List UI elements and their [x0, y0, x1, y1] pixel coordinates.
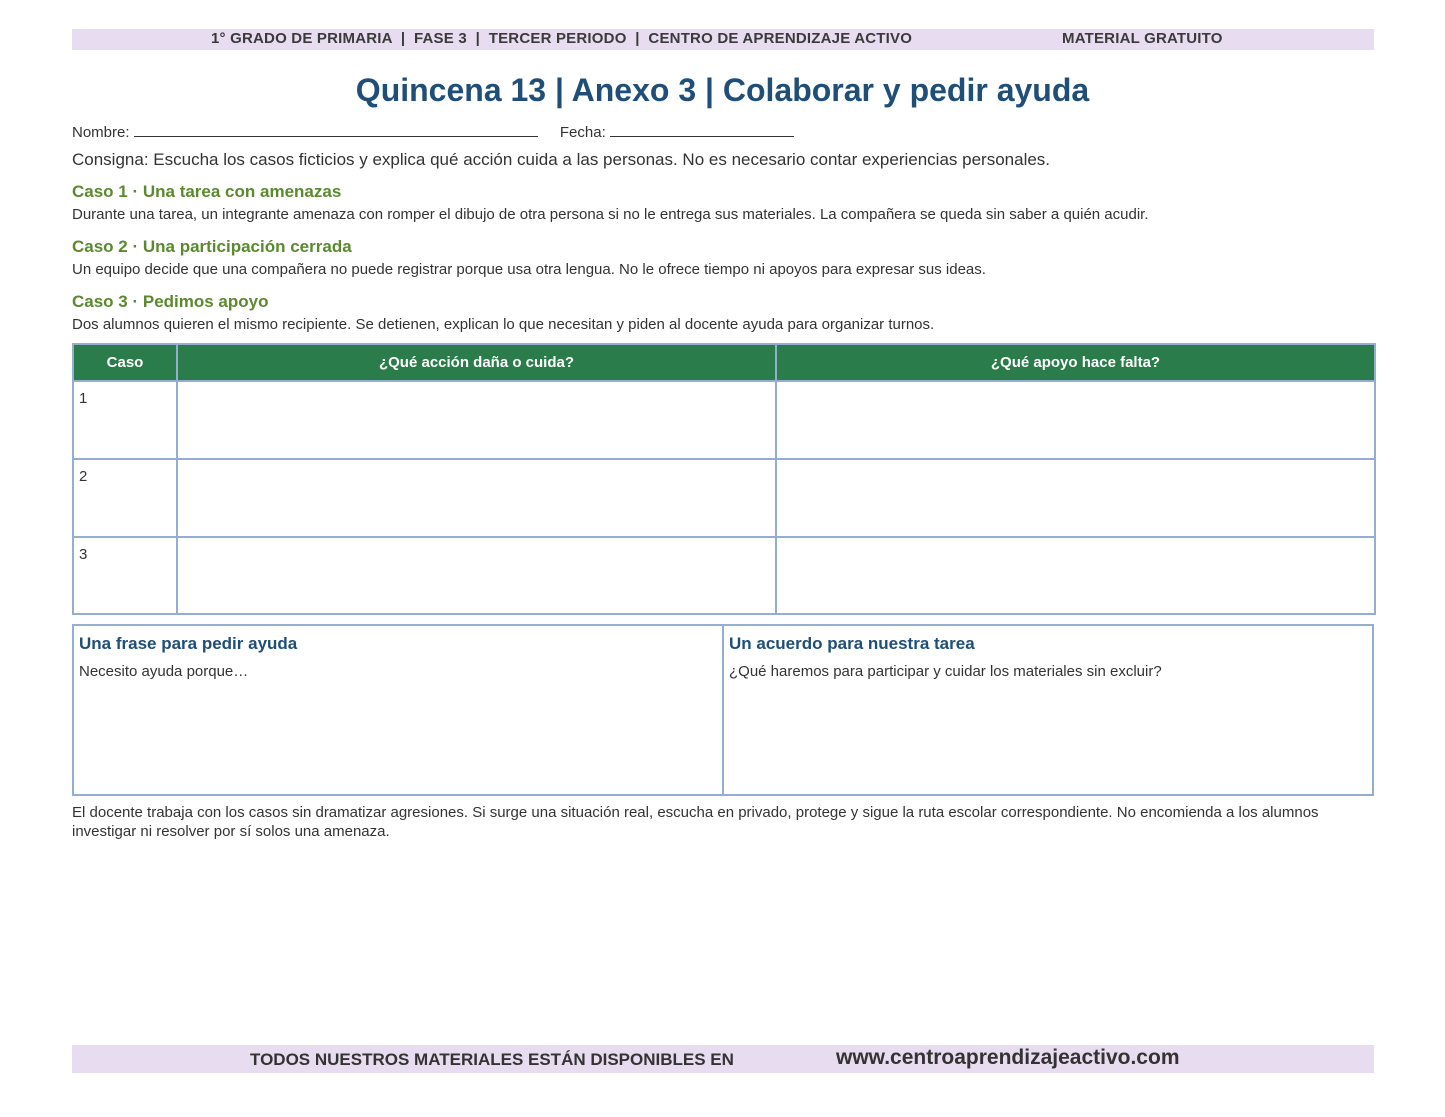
- help-phrase-box[interactable]: [74, 626, 724, 794]
- case-number: 1: [73, 381, 177, 459]
- date-field[interactable]: [610, 122, 794, 137]
- agreement-prompt: ¿Qué haremos para participar y cuidar los materiales sin excluir?: [729, 663, 1162, 680]
- case-2-text: Un equipo decide que una compañera no puede registrar porque usa otra lengua. No le ofrece tiempo ni apoyos para expresar sus ideas.: [72, 261, 986, 278]
- agreement-title: Un acuerdo para nuestra tarea: [729, 634, 975, 653]
- action-answer-cell[interactable]: [177, 459, 776, 537]
- action-answer-cell[interactable]: [177, 381, 776, 459]
- header-free-material: MATERIAL GRATUITO: [1062, 30, 1223, 47]
- table-header-row: [73, 344, 1375, 381]
- footer-bar: [72, 1045, 1374, 1073]
- header-action: ¿Qué acción daña o cuida?: [177, 344, 776, 381]
- header-info: 1° GRADO DE PRIMARIA | FASE 3 | TERCER PERIODO | CENTRO DE APRENDIZAJE ACTIVO: [211, 30, 913, 47]
- support-answer-cell[interactable]: [776, 537, 1375, 614]
- header-support: ¿Qué apoyo hace falta?: [776, 344, 1375, 381]
- table-row: [73, 537, 1375, 614]
- support-answer-cell[interactable]: [776, 459, 1375, 537]
- action-answer-cell[interactable]: [177, 537, 776, 614]
- help-phrase-title: Una frase para pedir ayuda: [79, 634, 298, 653]
- case-1-title: Caso 1 · Una tarea con amenazas: [72, 182, 342, 201]
- table-row: [73, 381, 1375, 459]
- footer-text: TODOS NUESTROS MATERIALES ESTÁN DISPONIBLES EN: [250, 1050, 734, 1069]
- support-answer-cell[interactable]: [776, 381, 1375, 459]
- table-row: [73, 459, 1375, 537]
- case-number: 2: [73, 459, 177, 537]
- name-label: Nombre:: [72, 124, 130, 141]
- case-3-text: Dos alumnos quieren el mismo recipiente. Se detienen, explican lo que necesitan y piden al docente ayuda para organizar turnos.: [72, 316, 935, 333]
- help-phrase-prompt: Necesito ayuda porque…: [79, 663, 249, 680]
- name-date-row: [72, 122, 794, 141]
- teacher-note: El docente trabaja con los casos sin dramatizar agresiones. Si surge una situación real, escucha en privado, protege y sigue la ruta escolar correspondiente. No encomienda a los alumnos investigar ni resolver por sí solos una amenaza.: [72, 804, 1319, 840]
- agreement-box[interactable]: [724, 626, 1372, 794]
- date-label: Fecha:: [559, 124, 606, 141]
- header-bar: [72, 29, 1374, 50]
- case-number: 3: [73, 537, 177, 614]
- cases-table: [72, 343, 1376, 615]
- header-case: Caso: [73, 344, 177, 381]
- name-field[interactable]: [134, 122, 538, 137]
- case-2-title: Caso 2 · Una participación cerrada: [72, 237, 352, 256]
- answer-boxes: [72, 624, 1374, 796]
- case-3-title: Caso 3 · Pedimos apoyo: [72, 292, 269, 311]
- page-title: Quincena 13 | Anexo 3 | Colaborar y pedir ayuda: [355, 72, 1090, 108]
- instructions: Consigna: Escucha los casos ficticios y explica qué acción cuida a las personas. No es necesario contar experiencias personales.: [72, 150, 1051, 169]
- footer-url[interactable]: www.centroaprendizajeactivo.com: [836, 1046, 1180, 1069]
- case-1-text: Durante una tarea, un integrante amenaza con romper el dibujo de otra persona si no le entrega sus materiales. La compañera se queda sin saber a quién acudir.: [72, 206, 1149, 223]
